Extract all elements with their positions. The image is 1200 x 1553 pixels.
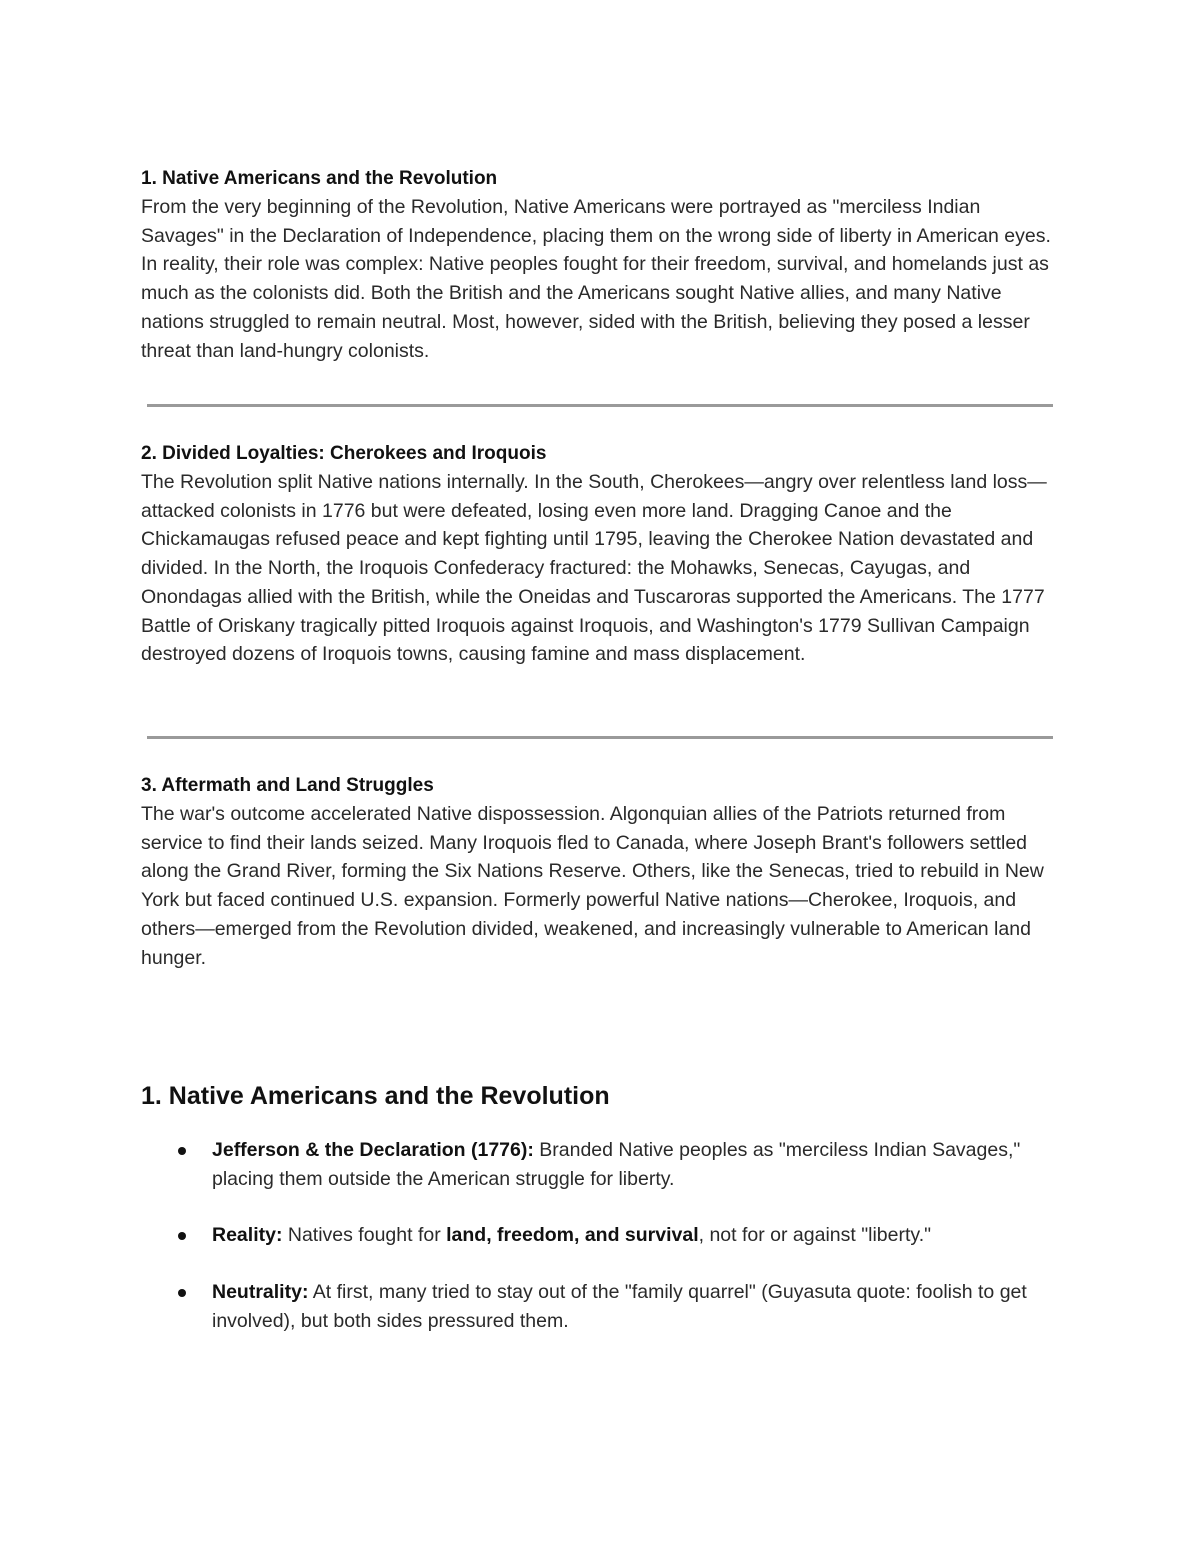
section-paragraph: From the very beginning of the Revolution, Native Americans were portrayed as "merciless Indian Savages" in the Declaration of Independence, placing them on the wrong side of liberty in American eyes. In reality, their role was complex: Native peoples fought for their freedom, survival, and homelands just as much as the colonists did. Both the British and the Americans sought Native allies, and many Native nations struggled to remain neutral. Most, however, sided with the British, believing they posed a lesser threat than land-hungry colonists. bbox=[141, 196, 1051, 362]
bullet-text: Branded Native peoples as "merciless Indian Savages," placing them outside the American struggle for liberty. bbox=[212, 1139, 1021, 1190]
bullet-text: , not for or against "liberty." bbox=[698, 1224, 932, 1247]
bullet-lead: Reality: bbox=[212, 1224, 283, 1247]
section-heading: 2. Divided Loyalties: Cherokees and Iroquois bbox=[141, 443, 547, 464]
section-heading: 1. Native Americans and the Revolution bbox=[141, 168, 498, 189]
bullet-bold-text: land, freedom, and survival bbox=[446, 1224, 699, 1247]
horizontal-divider bbox=[147, 404, 1053, 407]
bullet-dot-icon bbox=[178, 1147, 186, 1155]
horizontal-divider bbox=[147, 736, 1053, 739]
section-divided-loyalties bbox=[141, 439, 1066, 669]
bullet-dot-icon bbox=[178, 1232, 186, 1240]
bullet-text: Natives fought for bbox=[282, 1224, 447, 1247]
bullet-lead: Jefferson & the Declaration (1776): bbox=[212, 1139, 534, 1161]
section-paragraph: The war's outcome accelerated Native dispossession. Algonquian allies of the Patriots returned from service to find their lands seized. Many Iroquois fled to Canada, where Joseph Brant's followers settled along the Grand River, forming the Six Nations Reserve. Others, like the Senecas, tried to rebuild in New York but faced continued U.S. expansion. Formerly powerful Native nations—Cherokee, Iroquois, and others—emerged from the Revolution divided, weakened, and increasingly vulnerable to American land hunger. bbox=[141, 803, 1044, 969]
outline-heading: 1. Native Americans and the Revolution bbox=[141, 1082, 610, 1110]
section-aftermath-land-struggles bbox=[141, 771, 1066, 972]
outline-bullet-list bbox=[141, 1136, 1066, 1364]
section-native-americans-revolution bbox=[141, 164, 1066, 365]
section-heading: 3. Aftermath and Land Struggles bbox=[141, 775, 434, 796]
bullet-dot-icon bbox=[178, 1289, 186, 1297]
bullet-text: At first, many tried to stay out of the "family quarrel" (Guyasuta quote: foolish to get involved), but both sides pressured them. bbox=[212, 1281, 1027, 1332]
bullet-lead: Neutrality: bbox=[212, 1281, 309, 1304]
bullet-item-neutrality bbox=[141, 1278, 1066, 1335]
bullet-item-jefferson-declaration bbox=[141, 1136, 1066, 1193]
bullet-item-reality bbox=[141, 1221, 1066, 1250]
section-paragraph: The Revolution split Native nations internally. In the South, Cherokees—angry over relentless land loss—attacked colonists in 1776 but were defeated, losing even more land. Dragging Canoe and the Chickamaugas refused peace and kept fighting until 1795, leaving the Cherokee Nation devastated and divided. In the North, the Iroquois Confederacy fractured: the Mohawks, Senecas, Cayugas, and Onondagas allied with the British, while the Oneidas and Tuscaroras supported the Americans. The 1777 Battle of Oriskany tragically pitted Iroquois against Iroquois, and Washington's 1779 Sullivan Campaign destroyed dozens of Iroquois towns, causing famine and mass displacement. bbox=[141, 471, 1047, 666]
